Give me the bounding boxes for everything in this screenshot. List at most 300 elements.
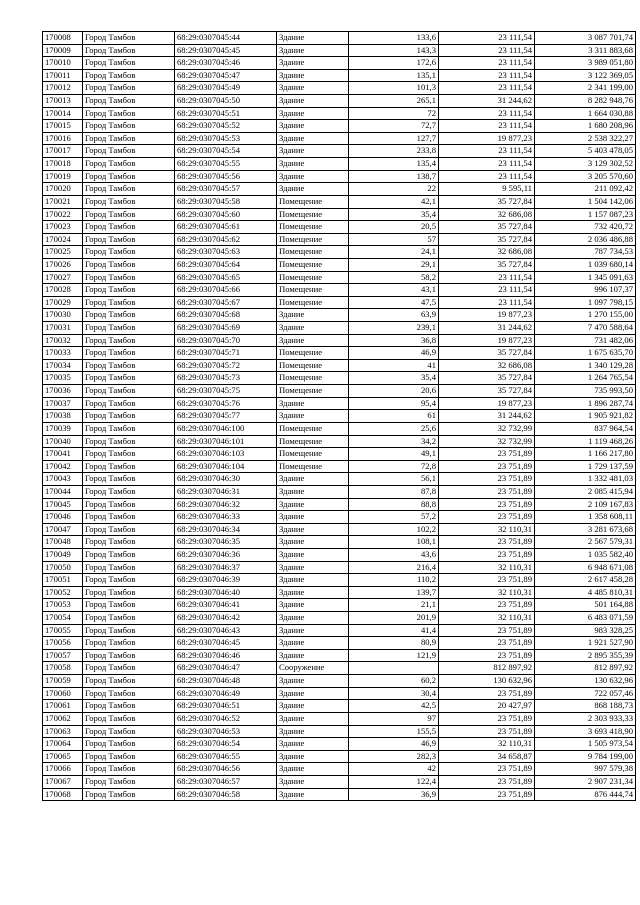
object-type-cell: Здание (277, 775, 349, 788)
row-number-cell: 170026 (43, 258, 83, 271)
cadastral-number-cell: 68:29:0307046:49 (175, 687, 277, 700)
object-type-cell: Здание (277, 750, 349, 763)
city-cell: Город Тамбов (83, 763, 175, 776)
cadastral-value-cell: 1 097 798,15 (535, 296, 636, 309)
object-type-cell: Сооружение (277, 662, 349, 675)
cadastral-value-cell: 997 579,38 (535, 763, 636, 776)
cadastral-value-cell: 1 119 468,26 (535, 435, 636, 448)
object-type-cell: Помещение (277, 347, 349, 360)
object-type-cell: Здание (277, 700, 349, 713)
table-row (43, 57, 636, 70)
cadastral-value-table (42, 31, 636, 801)
unit-value-cell: 130 632,96 (439, 675, 535, 688)
table-row (43, 221, 636, 234)
city-cell: Город Тамбов (83, 637, 175, 650)
cadastral-number-cell: 68:29:0307045:68 (175, 309, 277, 322)
cadastral-value-cell: 6 948 671,08 (535, 561, 636, 574)
row-number-cell: 170045 (43, 498, 83, 511)
object-type-cell: Помещение (277, 246, 349, 259)
table-row (43, 725, 636, 738)
object-type-cell: Здание (277, 32, 349, 45)
row-number-cell: 170036 (43, 385, 83, 398)
city-cell: Город Тамбов (83, 485, 175, 498)
area-cell: 22 (349, 183, 439, 196)
city-cell: Город Тамбов (83, 561, 175, 574)
cadastral-number-cell: 68:29:0307045:76 (175, 397, 277, 410)
row-number-cell: 170037 (43, 397, 83, 410)
city-cell: Город Тамбов (83, 536, 175, 549)
city-cell: Город Тамбов (83, 385, 175, 398)
cadastral-number-cell: 68:29:0307046:100 (175, 422, 277, 435)
unit-value-cell: 32 110,31 (439, 586, 535, 599)
object-type-cell: Здание (277, 574, 349, 587)
city-cell: Город Тамбов (83, 57, 175, 70)
row-number-cell: 170061 (43, 700, 83, 713)
object-type-cell: Здание (277, 158, 349, 171)
table-row (43, 612, 636, 625)
cadastral-value-cell: 8 282 948,76 (535, 95, 636, 108)
unit-value-cell: 23 751,89 (439, 624, 535, 637)
unit-value-cell: 23 751,89 (439, 763, 535, 776)
area-cell: 216,4 (349, 561, 439, 574)
table-row (43, 460, 636, 473)
row-number-cell: 170047 (43, 523, 83, 536)
cadastral-number-cell: 68:29:0307045:58 (175, 195, 277, 208)
table-row (43, 69, 636, 82)
area-cell: 138,7 (349, 170, 439, 183)
area-cell: 72 (349, 107, 439, 120)
area-cell: 24,1 (349, 246, 439, 259)
object-type-cell: Помещение (277, 435, 349, 448)
area-cell: 72,8 (349, 460, 439, 473)
city-cell: Город Тамбов (83, 322, 175, 335)
row-number-cell: 170033 (43, 347, 83, 360)
row-number-cell: 170012 (43, 82, 83, 95)
object-type-cell: Здание (277, 498, 349, 511)
city-cell: Город Тамбов (83, 347, 175, 360)
object-type-cell: Помещение (277, 296, 349, 309)
cadastral-number-cell: 68:29:0307046:48 (175, 675, 277, 688)
row-number-cell: 170040 (43, 435, 83, 448)
unit-value-cell: 32 110,31 (439, 523, 535, 536)
cadastral-number-cell: 68:29:0307046:41 (175, 599, 277, 612)
city-cell: Город Тамбов (83, 612, 175, 625)
unit-value-cell: 19 877,23 (439, 309, 535, 322)
unit-value-cell: 32 110,31 (439, 612, 535, 625)
table-row (43, 662, 636, 675)
area-cell: 20,5 (349, 221, 439, 234)
city-cell: Город Тамбов (83, 460, 175, 473)
cadastral-value-cell: 4 485 810,31 (535, 586, 636, 599)
object-type-cell: Здание (277, 69, 349, 82)
area-cell: 80,9 (349, 637, 439, 650)
unit-value-cell: 32 732,99 (439, 422, 535, 435)
city-cell: Город Тамбов (83, 183, 175, 196)
row-number-cell: 170022 (43, 208, 83, 221)
unit-value-cell: 23 751,89 (439, 485, 535, 498)
cadastral-number-cell: 68:29:0307046:31 (175, 485, 277, 498)
table-row (43, 258, 636, 271)
cadastral-value-cell: 2 907 231,34 (535, 775, 636, 788)
table-row (43, 334, 636, 347)
cadastral-value-cell: 1 358 608,11 (535, 511, 636, 524)
city-cell: Город Тамбов (83, 422, 175, 435)
city-cell: Город Тамбов (83, 359, 175, 372)
table-row (43, 763, 636, 776)
city-cell: Город Тамбов (83, 586, 175, 599)
unit-value-cell: 34 658,87 (439, 750, 535, 763)
row-number-cell: 170028 (43, 284, 83, 297)
area-cell: 56,1 (349, 473, 439, 486)
cadastral-number-cell: 68:29:0307046:42 (175, 612, 277, 625)
unit-value-cell: 35 727,84 (439, 233, 535, 246)
cadastral-value-cell: 3 311 883,68 (535, 44, 636, 57)
unit-value-cell: 23 111,54 (439, 69, 535, 82)
table-row (43, 574, 636, 587)
object-type-cell: Здание (277, 309, 349, 322)
object-type-cell: Здание (277, 637, 349, 650)
table-row (43, 208, 636, 221)
table-row (43, 359, 636, 372)
object-type-cell: Здание (277, 57, 349, 70)
unit-value-cell: 31 244,62 (439, 410, 535, 423)
area-cell: 30,4 (349, 687, 439, 700)
cadastral-number-cell: 68:29:0307045:45 (175, 44, 277, 57)
row-number-cell: 170019 (43, 170, 83, 183)
unit-value-cell: 23 751,89 (439, 712, 535, 725)
unit-value-cell: 35 727,84 (439, 195, 535, 208)
area-cell: 20,6 (349, 385, 439, 398)
unit-value-cell: 32 732,99 (439, 435, 535, 448)
cadastral-value-cell: 7 470 588,64 (535, 322, 636, 335)
object-type-cell: Здание (277, 511, 349, 524)
area-cell: 43,6 (349, 548, 439, 561)
cadastral-value-cell: 1 504 142,06 (535, 195, 636, 208)
row-number-cell: 170062 (43, 712, 83, 725)
cadastral-number-cell: 68:29:0307045:56 (175, 170, 277, 183)
cadastral-number-cell: 68:29:0307046:34 (175, 523, 277, 536)
object-type-cell: Здание (277, 410, 349, 423)
row-number-cell: 170010 (43, 57, 83, 70)
cadastral-value-cell: 2 303 933,33 (535, 712, 636, 725)
object-type-cell: Здание (277, 712, 349, 725)
row-number-cell: 170056 (43, 637, 83, 650)
city-cell: Город Тамбов (83, 32, 175, 45)
cadastral-value-cell: 9 784 199,00 (535, 750, 636, 763)
table-row (43, 687, 636, 700)
unit-value-cell: 19 877,23 (439, 132, 535, 145)
row-number-cell: 170064 (43, 738, 83, 751)
unit-value-cell: 35 727,84 (439, 221, 535, 234)
city-cell: Город Тамбов (83, 712, 175, 725)
cadastral-number-cell: 68:29:0307046:58 (175, 788, 277, 801)
city-cell: Город Тамбов (83, 700, 175, 713)
object-type-cell: Помещение (277, 195, 349, 208)
unit-value-cell: 23 111,54 (439, 44, 535, 57)
object-type-cell: Помещение (277, 359, 349, 372)
row-number-cell: 170031 (43, 322, 83, 335)
area-cell: 97 (349, 712, 439, 725)
unit-value-cell: 35 727,84 (439, 372, 535, 385)
unit-value-cell: 23 111,54 (439, 107, 535, 120)
unit-value-cell: 23 751,89 (439, 775, 535, 788)
table-row (43, 397, 636, 410)
object-type-cell: Здание (277, 612, 349, 625)
city-cell: Город Тамбов (83, 397, 175, 410)
row-number-cell: 170065 (43, 750, 83, 763)
object-type-cell: Здание (277, 397, 349, 410)
unit-value-cell: 23 111,54 (439, 145, 535, 158)
row-number-cell: 170020 (43, 183, 83, 196)
city-cell: Город Тамбов (83, 120, 175, 133)
cadastral-number-cell: 68:29:0307046:56 (175, 763, 277, 776)
object-type-cell: Здание (277, 738, 349, 751)
area-cell: 139,7 (349, 586, 439, 599)
row-number-cell: 170041 (43, 448, 83, 461)
table-row (43, 700, 636, 713)
unit-value-cell: 23 111,54 (439, 120, 535, 133)
cadastral-number-cell: 68:29:0307045:53 (175, 132, 277, 145)
table-row (43, 120, 636, 133)
area-cell: 41,4 (349, 624, 439, 637)
cadastral-number-cell: 68:29:0307046:30 (175, 473, 277, 486)
cadastral-number-cell: 68:29:0307046:47 (175, 662, 277, 675)
table-row (43, 523, 636, 536)
unit-value-cell: 23 751,89 (439, 687, 535, 700)
unit-value-cell: 23 751,89 (439, 498, 535, 511)
cadastral-number-cell: 68:29:0307045:46 (175, 57, 277, 70)
row-number-cell: 170046 (43, 511, 83, 524)
unit-value-cell: 35 727,84 (439, 385, 535, 398)
cadastral-number-cell: 68:29:0307046:53 (175, 725, 277, 738)
area-cell: 42,1 (349, 195, 439, 208)
object-type-cell: Помещение (277, 448, 349, 461)
cadastral-number-cell: 68:29:0307046:57 (175, 775, 277, 788)
cadastral-number-cell: 68:29:0307046:43 (175, 624, 277, 637)
cadastral-value-cell: 1 664 030,88 (535, 107, 636, 120)
object-type-cell: Помещение (277, 460, 349, 473)
row-number-cell: 170030 (43, 309, 83, 322)
cadastral-value-cell: 1 896 287,74 (535, 397, 636, 410)
table-row (43, 44, 636, 57)
row-number-cell: 170015 (43, 120, 83, 133)
table-row (43, 372, 636, 385)
cadastral-value-cell: 1 039 680,14 (535, 258, 636, 271)
area-cell: 95,4 (349, 397, 439, 410)
area-cell: 101,3 (349, 82, 439, 95)
unit-value-cell: 31 244,62 (439, 95, 535, 108)
unit-value-cell: 32 686,08 (439, 359, 535, 372)
cadastral-value-cell: 3 122 369,05 (535, 69, 636, 82)
cadastral-value-cell: 3 281 673,68 (535, 523, 636, 536)
city-cell: Город Тамбов (83, 95, 175, 108)
row-number-cell: 170059 (43, 675, 83, 688)
unit-value-cell: 23 751,89 (439, 637, 535, 650)
area-cell: 35,4 (349, 372, 439, 385)
table-row (43, 649, 636, 662)
object-type-cell: Здание (277, 788, 349, 801)
unit-value-cell: 23 111,54 (439, 82, 535, 95)
city-cell: Город Тамбов (83, 448, 175, 461)
city-cell: Город Тамбов (83, 523, 175, 536)
unit-value-cell: 23 111,54 (439, 158, 535, 171)
object-type-cell: Помещение (277, 208, 349, 221)
cadastral-value-cell: 812 897,92 (535, 662, 636, 675)
cadastral-number-cell: 68:29:0307045:77 (175, 410, 277, 423)
cadastral-value-cell: 1 505 973,54 (535, 738, 636, 751)
row-number-cell: 170044 (43, 485, 83, 498)
city-cell: Город Тамбов (83, 221, 175, 234)
object-type-cell: Здание (277, 725, 349, 738)
unit-value-cell: 23 751,89 (439, 788, 535, 801)
area-cell: 143,3 (349, 44, 439, 57)
cadastral-number-cell: 68:29:0307045:54 (175, 145, 277, 158)
cadastral-number-cell: 68:29:0307045:49 (175, 82, 277, 95)
cadastral-value-cell: 1 270 155,00 (535, 309, 636, 322)
cadastral-number-cell: 68:29:0307045:66 (175, 284, 277, 297)
cadastral-value-cell: 1 345 091,63 (535, 271, 636, 284)
area-cell: 42,5 (349, 700, 439, 713)
cadastral-number-cell: 68:29:0307045:62 (175, 233, 277, 246)
table-row (43, 775, 636, 788)
cadastral-number-cell: 68:29:0307045:64 (175, 258, 277, 271)
area-cell: 57,2 (349, 511, 439, 524)
unit-value-cell: 20 427,97 (439, 700, 535, 713)
object-type-cell: Здание (277, 649, 349, 662)
table-row (43, 788, 636, 801)
object-type-cell: Здание (277, 548, 349, 561)
cadastral-value-cell: 2 036 486,88 (535, 233, 636, 246)
cadastral-value-cell: 501 164,88 (535, 599, 636, 612)
cadastral-value-cell: 1 264 765,54 (535, 372, 636, 385)
cadastral-number-cell: 68:29:0307045:44 (175, 32, 277, 45)
table-row (43, 599, 636, 612)
cadastral-number-cell: 68:29:0307045:67 (175, 296, 277, 309)
cadastral-value-cell: 1 905 921,82 (535, 410, 636, 423)
city-cell: Город Тамбов (83, 473, 175, 486)
object-type-cell: Здание (277, 675, 349, 688)
row-number-cell: 170068 (43, 788, 83, 801)
cadastral-number-cell: 68:29:0307045:52 (175, 120, 277, 133)
area-cell: 133,6 (349, 32, 439, 45)
area-cell: 25,6 (349, 422, 439, 435)
area-cell: 172,6 (349, 57, 439, 70)
unit-value-cell: 23 751,89 (439, 536, 535, 549)
table-row (43, 637, 636, 650)
city-cell: Город Тамбов (83, 145, 175, 158)
city-cell: Город Тамбов (83, 548, 175, 561)
unit-value-cell: 23 111,54 (439, 170, 535, 183)
object-type-cell: Здание (277, 485, 349, 498)
city-cell: Город Тамбов (83, 82, 175, 95)
cadastral-value-cell: 876 444,74 (535, 788, 636, 801)
unit-value-cell: 23 111,54 (439, 284, 535, 297)
area-cell: 60,2 (349, 675, 439, 688)
cadastral-value-cell: 1 332 481,03 (535, 473, 636, 486)
cadastral-number-cell: 68:29:0307046:33 (175, 511, 277, 524)
city-cell: Город Тамбов (83, 69, 175, 82)
table-row (43, 473, 636, 486)
table-row (43, 246, 636, 259)
cadastral-value-cell: 837 964,54 (535, 422, 636, 435)
cadastral-value-cell: 1 675 635,70 (535, 347, 636, 360)
city-cell: Город Тамбов (83, 410, 175, 423)
unit-value-cell: 23 111,54 (439, 32, 535, 45)
cadastral-number-cell: 68:29:0307046:54 (175, 738, 277, 751)
table-row (43, 448, 636, 461)
city-cell: Город Тамбов (83, 435, 175, 448)
city-cell: Город Тамбов (83, 170, 175, 183)
row-number-cell: 170016 (43, 132, 83, 145)
object-type-cell: Здание (277, 120, 349, 133)
table-row (43, 624, 636, 637)
cadastral-value-cell: 3 989 051,80 (535, 57, 636, 70)
table-body (43, 32, 636, 801)
object-type-cell: Помещение (277, 422, 349, 435)
area-cell: 36,9 (349, 788, 439, 801)
cadastral-number-cell: 68:29:0307046:45 (175, 637, 277, 650)
cadastral-number-cell: 68:29:0307045:51 (175, 107, 277, 120)
object-type-cell: Здание (277, 687, 349, 700)
table-row (43, 95, 636, 108)
row-number-cell: 170039 (43, 422, 83, 435)
row-number-cell: 170021 (43, 195, 83, 208)
area-cell: 49,1 (349, 448, 439, 461)
area-cell: 135,1 (349, 69, 439, 82)
unit-value-cell: 23 751,89 (439, 473, 535, 486)
cadastral-number-cell: 68:29:0307045:63 (175, 246, 277, 259)
cadastral-value-cell: 1 729 137,59 (535, 460, 636, 473)
area-cell: 42 (349, 763, 439, 776)
area-cell: 34,2 (349, 435, 439, 448)
row-number-cell: 170053 (43, 599, 83, 612)
city-cell: Город Тамбов (83, 687, 175, 700)
cadastral-value-cell: 732 420,72 (535, 221, 636, 234)
cadastral-value-cell: 1 921 527,90 (535, 637, 636, 650)
cadastral-number-cell: 68:29:0307046:103 (175, 448, 277, 461)
object-type-cell: Помещение (277, 233, 349, 246)
cadastral-number-cell: 68:29:0307045:65 (175, 271, 277, 284)
cadastral-number-cell: 68:29:0307046:46 (175, 649, 277, 662)
cadastral-number-cell: 68:29:0307046:32 (175, 498, 277, 511)
object-type-cell: Здание (277, 170, 349, 183)
table-row (43, 750, 636, 763)
table-row (43, 107, 636, 120)
city-cell: Город Тамбов (83, 662, 175, 675)
city-cell: Город Тамбов (83, 675, 175, 688)
cadastral-value-cell: 130 632,96 (535, 675, 636, 688)
unit-value-cell: 23 751,89 (439, 460, 535, 473)
object-type-cell: Здание (277, 624, 349, 637)
row-number-cell: 170027 (43, 271, 83, 284)
city-cell: Город Тамбов (83, 158, 175, 171)
area-cell: 21,1 (349, 599, 439, 612)
table-row (43, 233, 636, 246)
area-cell: 155,5 (349, 725, 439, 738)
area-cell: 29,1 (349, 258, 439, 271)
unit-value-cell: 32 110,31 (439, 738, 535, 751)
table-row (43, 284, 636, 297)
city-cell: Город Тамбов (83, 574, 175, 587)
cadastral-number-cell: 68:29:0307045:73 (175, 372, 277, 385)
cadastral-number-cell: 68:29:0307045:61 (175, 221, 277, 234)
cadastral-value-cell: 996 107,37 (535, 284, 636, 297)
object-type-cell: Помещение (277, 221, 349, 234)
area-cell: 36,8 (349, 334, 439, 347)
unit-value-cell: 812 897,92 (439, 662, 535, 675)
area-cell: 58,2 (349, 271, 439, 284)
city-cell: Город Тамбов (83, 372, 175, 385)
